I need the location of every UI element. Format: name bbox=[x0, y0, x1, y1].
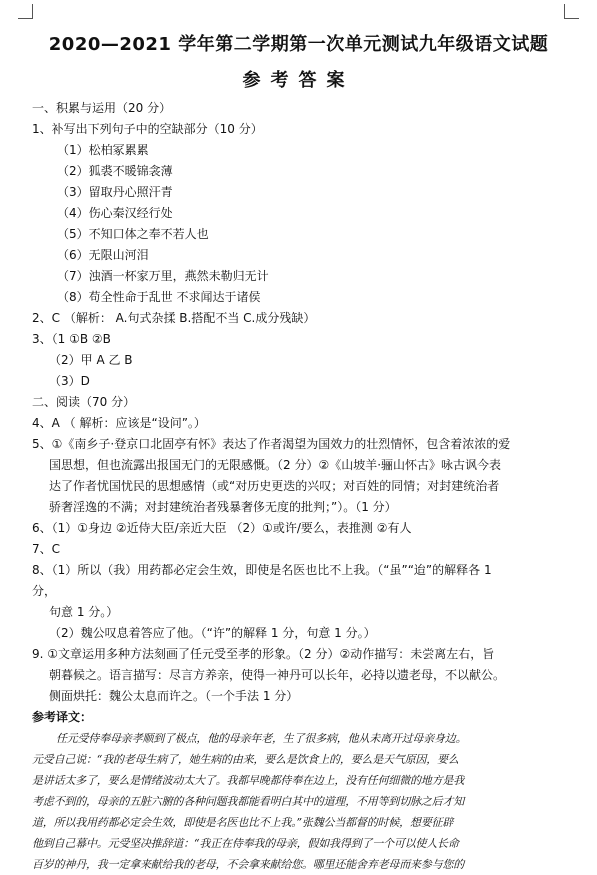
answer-line: 分， bbox=[32, 584, 57, 598]
answer-line: 骄奢淫逸的不满；对封建统治者残暴奢侈无度的批判；”）。（1 分） bbox=[49, 500, 397, 514]
answer-line: 道，所以我用药都必定会生效，即使是名医也比不上我。”张魏公当都督的时候，想要征辟 bbox=[32, 816, 454, 829]
answer-line: 一、积累与运用（20 分） bbox=[32, 101, 172, 115]
answer-line: （2）狐裘不暖锦衾薄 bbox=[57, 164, 173, 178]
answer-line: 5、①《南乡子·登京口北固亭有怀》表达了作者渴望为国效力的壮烈情怀，包含着浓浓的爱 bbox=[32, 437, 511, 451]
answer-line: 达了作者忧国忧民的思想感情（或“对历史更迭的兴叹；对百姓的同情；对封建统治者 bbox=[49, 479, 500, 493]
crop-mark-top-left bbox=[18, 4, 33, 19]
answer-line: 考虑不到的，母亲的五脏六腑的各种问题我都能看明白其中的道理，不用等到切脉之后才知 bbox=[32, 795, 464, 808]
answer-line: 4、A （ 解析：应该是“设问”。） bbox=[32, 416, 206, 430]
answer-content bbox=[32, 98, 572, 875]
answer-line: 百岁的神丹，我一定拿来献给我的老母，不会拿来献给您。哪里还能舍弃老母而来参与您的 bbox=[32, 858, 464, 871]
answer-line: 国思想，但也流露出报国无门的无限感慨。（2 分）②《山坡羊·骊山怀古》咏古讽今表 bbox=[49, 458, 502, 472]
answer-line: 8、（1）所以（我）用药都必定会生效，即使是名医也比不上我。（“虽”“迨”的解释各 1 bbox=[32, 563, 492, 577]
answer-line: 2、C （解析： A.句式杂揉 B.搭配不当 C.成分残缺） bbox=[32, 311, 316, 325]
answer-line: （1）松柏冢累累 bbox=[57, 143, 149, 157]
document-subtitle: 参考答案 bbox=[242, 70, 355, 91]
answer-line: 是讲话太多了，要么是情绪波动太大了。我都早晚都侍奉在边上，没有任何细微的地方是我 bbox=[32, 774, 464, 787]
answer-line: 1、补写出下列句子中的空缺部分（10 分） bbox=[32, 122, 263, 136]
answer-line: （2）魏公叹息着答应了他。（“许”的解释 1 分，句意 1 分。） bbox=[49, 626, 376, 640]
answer-line: 3、（1 ①B ②B bbox=[32, 332, 111, 346]
answer-line: （2）甲 A 乙 B bbox=[49, 353, 133, 367]
answer-line: （3）D bbox=[49, 374, 90, 388]
answer-line: （7）浊酒一杯家万里，燕然未勒归无计 bbox=[57, 269, 269, 283]
answer-line: 侧面烘托：魏公太息而许之。（一个手法 1 分） bbox=[49, 689, 299, 703]
crop-mark-top-right bbox=[564, 4, 579, 19]
answer-line: 7、C bbox=[32, 542, 61, 556]
answer-line: 6、（1）①身边 ②近侍大臣/亲近大臣 （2）①或许/要么，表推测 ②有人 bbox=[32, 521, 412, 535]
answer-line: 朝暮候之。语言描写：尽言方养亲，使得一神丹可以长年，必持以遗老母，不以献公。 bbox=[49, 668, 506, 682]
answer-line: 9. ①文章运用多种方法刻画了任元受至孝的形象。（2 分）②动作描写：未尝离左右，旨 bbox=[32, 647, 495, 661]
answer-line: （8）苟全性命于乱世 不求闻达于诸侯 bbox=[57, 290, 261, 304]
answer-line: （6）无限山河泪 bbox=[57, 248, 149, 262]
answer-line: （3）留取丹心照汗青 bbox=[57, 185, 173, 199]
answer-line: 任元受侍奉母亲孝顺到了极点，他的母亲年老，生了很多病，他从未离开过母亲身边。 bbox=[56, 732, 467, 745]
answer-line: 二、阅读（70 分） bbox=[32, 395, 136, 409]
answer-line: 句意 1 分。） bbox=[49, 605, 119, 619]
document-title: 2020—2021 学年第二学期第一次单元测试九年级语文试题 bbox=[48, 34, 549, 55]
answer-line: （4）伤心秦汉经行处 bbox=[57, 206, 173, 220]
answer-line: （5）不知口体之奉不若人也 bbox=[57, 227, 209, 241]
answer-line: 他到自己幕中。元受坚决推辞道：“我正在侍奉我的母亲，假如我得到了一个可以使人长命 bbox=[32, 837, 459, 850]
answer-line: 参考译文： bbox=[32, 710, 93, 724]
answer-line: 元受自己说：“我的老母生病了，她生病的由来，要么是饮食上的，要么是天气原因，要么 bbox=[32, 753, 459, 766]
